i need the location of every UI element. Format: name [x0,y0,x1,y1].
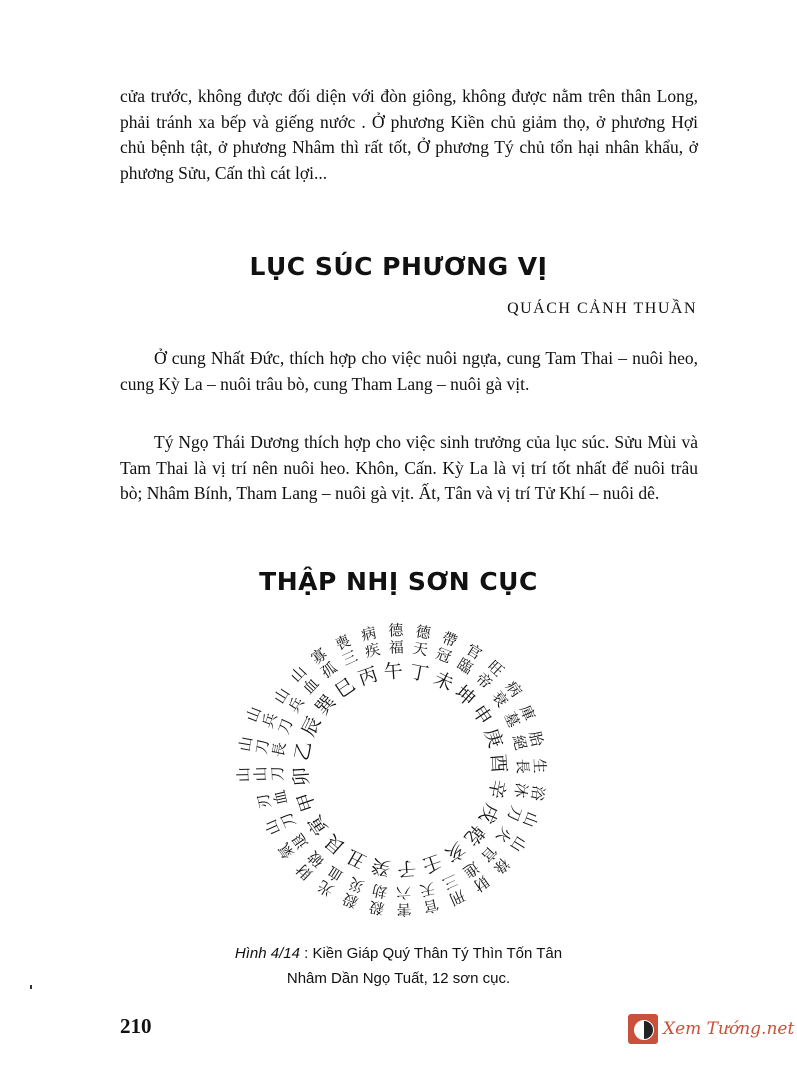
radial-column [433,629,459,667]
radial-column [236,735,290,758]
body-paragraph-1: Ở cung Nhất Đức, thích hợp cho việc nuôi ngựa, cung Tam Thai – nuôi heo, cung Kỳ La – nuôi trâu bò, cung Tham Lang – nuôi gà vịt. [120,348,698,394]
ring-character: 庚 [479,725,507,751]
ring-character: 戌 [474,800,503,827]
column-character: 寡 [307,644,331,669]
radial-column [503,803,541,829]
radial-column [454,640,485,678]
column-character: 三 [339,646,361,670]
column-character: 德 [414,622,433,643]
column-character: 福 [388,638,405,657]
ring-character: 坤 [450,681,480,711]
column-character: 沐 [510,781,531,800]
column-character: 天 [411,639,430,660]
column-character: 帝 [472,669,496,693]
radial-column [492,824,530,855]
section-title-thap-nhi: THẬP NHỊ SƠN CỤC [259,567,538,596]
column-character: 浴 [527,784,548,803]
column-character: 絕 [508,733,530,752]
column-character: 官 [421,895,441,917]
column-character: 病 [359,623,379,645]
radial-column [332,631,360,669]
column-character: 刀 [503,803,526,824]
column-character: 喪 [332,631,354,655]
column-character: 旺 [484,656,508,681]
scan-mark [30,985,32,989]
column-character: 殺 [340,889,361,912]
watermark-text: Xem Tướng.net [663,1019,795,1039]
column-character: 胎 [525,729,547,749]
watermark [628,1014,794,1044]
caption-line-1: : Kiền Giáp Quý Thân Tý Thìn Tốn Tân [299,945,563,962]
radial-column [460,858,493,895]
radial-column [270,685,308,716]
column-character: 官 [462,640,486,664]
radial-column [340,873,366,911]
author-name: QUÁCH CẢNH THUẦN [507,300,697,317]
column-character: 刀 [268,765,287,782]
column-character: 長 [269,740,290,759]
column-character: 帶 [439,628,460,651]
column-character: 山 [235,735,256,753]
radial-column [315,862,346,900]
ring-character: 辰 [297,713,326,740]
ring-character: 酉 [486,753,510,774]
column-character: 山 [270,684,294,708]
column-character: 刀 [276,809,300,831]
column-character: 庫 [515,702,539,724]
column-character: 天 [418,878,437,900]
body-paragraph-continuation: cửa trước, không được đối diện với đòn giông, không được nằm trên thân Long, phải tránh xa bếp và giếng nước . Ở phương Kiền chủ giảm thọ, ở phương Hợi chủ bệnh tật, ở phương Nhâm thì rất tốt, Ở phương Tý chủ tổn hại nhân khẩu, ở phương Sửu, Cấn thì cát lợi... [120,86,698,183]
column-character: 財 [292,859,316,884]
ring-character: 午 [383,660,404,684]
column-character: 兵 [284,693,308,717]
radial-column [418,879,440,916]
radial-column [359,624,381,661]
caption-label: Hình 4/14 [234,945,300,962]
radial-column [500,702,538,730]
column-character: 衰 [488,687,512,711]
column-character: 火 [492,823,516,847]
column-character: 退 [288,829,312,853]
ring-character: 寅 [303,810,333,839]
column-character: 山 [519,809,542,830]
page-number: 210 [120,1014,152,1038]
ring-character: 癸 [369,854,393,880]
column-character: 山 [251,766,270,782]
radial-column [440,870,468,908]
column-character: 兵 [258,710,281,731]
column-character: 血 [299,674,323,698]
yin-yang-logo-icon [628,1014,658,1044]
column-character: 山 [261,816,285,838]
column-character: 刀 [274,716,297,737]
radial-column [513,758,548,774]
column-character: 刑 [446,885,468,909]
radial-column [411,622,433,659]
ring-character: 申 [467,701,497,730]
column-character: 生 [530,758,549,774]
column-character: 害 [396,900,412,919]
column-character: 官 [477,842,501,866]
column-character: 疾 [363,640,382,662]
column-character: 刃 [253,791,275,811]
ring-character: 艮 [320,829,350,859]
column-character: 祿 [489,854,514,878]
ring-character: 未 [430,667,457,696]
radial-column [488,678,525,711]
column-character: 山 [506,832,530,856]
ring-character: 乾 [459,820,489,850]
ring-character: 丁 [407,660,431,686]
column-character: 病 [501,677,526,701]
ring-character: 卯 [290,766,314,787]
ring-character: 巽 [311,690,341,720]
radial-column [388,621,405,656]
column-character: 墓 [500,709,524,731]
ring-character: 巳 [331,673,360,703]
column-character: 血 [270,788,292,807]
ring-character: 丙 [355,663,381,691]
column-character: 冠 [433,644,454,667]
radial-column [254,788,291,810]
ring-character: 甲 [293,789,321,815]
twelve-mountains-ring-diagram [230,600,570,940]
column-character: 長 [513,758,532,775]
ring-character: 丑 [343,844,370,873]
radial-column [308,645,341,682]
ring-character: 乙 [290,739,316,763]
column-character: 進 [459,858,483,882]
radial-column [234,766,286,783]
column-character: 破 [304,847,328,871]
ring-character: 子 [396,856,417,880]
ring-character: 辛 [484,777,510,801]
column-character: 山 [286,662,311,686]
column-character: 三 [439,870,461,894]
radial-column [368,881,389,918]
column-character: 財 [469,871,493,896]
radial-column [511,781,548,802]
column-character: 德 [388,621,404,640]
column-character: 臨 [453,654,477,678]
column-character: 殺 [367,897,386,918]
ring-character: 亥 [440,837,469,867]
column-character: 血 [323,862,347,886]
column-character: 山 [234,766,253,783]
radial-column [261,810,299,838]
ring-character: 壬 [419,849,445,877]
column-character: 刀 [252,737,273,756]
radial-column [395,883,412,918]
column-character: 六 [395,883,412,902]
column-character: 孤 [317,658,341,682]
caption-line-2: Nhâm Dần Ngọ Tuất, 12 sơn cục. [286,970,511,987]
column-character: 光 [314,876,338,900]
section-title-luc-suc: LỤC SÚC PHƯƠNG VỊ [249,252,548,281]
column-character: 氣 [274,839,299,863]
figure-caption [0,941,797,991]
body-paragraph-2: Tý Ngọ Thái Dương thích hợp cho việc sinh trưởng của lục súc. Sửu Mùi và Tam Thai là vị trí nên nuôi heo. Khôn, Cấn. Kỳ La là vị trí tốt nhất để nuôi trâu bò; Nhâm Bính, Tham Lang – nuôi gà vịt. Ất, Tân và vị trí Tử Khí – nuôi dê. [120,432,698,503]
column-character: 劫 [370,880,389,901]
radial-column [509,729,547,751]
column-character: 災 [346,873,367,896]
column-character: 山 [242,704,265,725]
radial-column [275,830,312,863]
